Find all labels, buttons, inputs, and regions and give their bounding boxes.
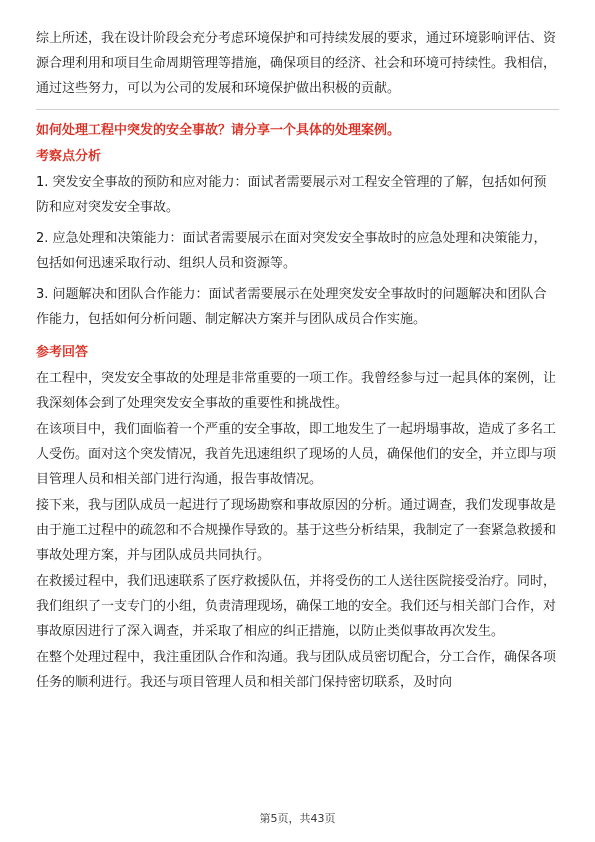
analysis-list	[36, 170, 559, 332]
answer-paragraph: 在工程中，突发安全事故的处理是非常重要的一项工作。我曾经参与过一起具体的案例，让我深刻体会到了处理突发安全事故的重要性和挑战性。	[36, 371, 557, 411]
intro-paragraph: 综上所述，我在设计阶段会充分考虑环境保护和可持续发展的要求，通过环境影响评估、资源合理利用和项目生命周期管理等措施，确保项目的经济、社会和环境可持续性。我相信，通过这些努力，可以为公司的发展和环境保护做出积极的贡献。	[36, 31, 557, 96]
analysis-item: 3. 问题解决和团队合作能力：面试者需要展示在处理突发安全事故时的问题解决和团队合作能力，包括如何分析问题、制定解决方案并与团队成员合作实施。	[36, 287, 547, 327]
analysis-title: 考察点分析	[36, 149, 102, 164]
page-content	[36, 26, 559, 696]
answer-title: 参考回答	[36, 345, 89, 360]
answer-body	[36, 366, 559, 695]
analysis-item: 2. 应急处理和决策能力：面试者需要展示在面对突发安全事故时的应急处理和决策能力，包括如何迅速采取行动、组织人员和资源等。	[36, 231, 547, 271]
answer-paragraph: 接下来，我与团队成员一起进行了现场勘察和事故原因的分析。通过调查，我们发现事故是由于施工过程中的疏忽和不合规操作导致的。基于这些分析结果，我制定了一套紧急救援和事故处理方案，并与团队成员共同执行。	[36, 498, 557, 563]
answer-paragraph: 在该项目中，我们面临着一个严重的安全事故，即工地发生了一起坍塌事故，造成了多名工人受伤。面对这个突发情况，我首先迅速组织了现场的人员，确保他们的安全，并立即与项目管理人员和相关部门进行沟通，报告事故情况。	[36, 422, 557, 487]
section-divider	[36, 109, 559, 110]
answer-paragraph: 在救援过程中，我们迅速联系了医疗救援队伍，并将受伤的工人送往医院接受治疗。同时，我们组织了一支专门的小组，负责清理现场，确保工地的安全。我们还与相关部门合作，对事故原因进行了深入调查，并采取了相应的纠正措施，以防止类似事故再次发生。	[36, 574, 557, 639]
page-number: 第5页，共43页	[259, 812, 336, 825]
question-heading: 如何处理工程中突发的安全事故？请分享一个具体的处理案例。	[36, 123, 401, 138]
answer-paragraph: 在整个处理过程中，我注重团队合作和沟通。我与团队成员密切配合，分工合作，确保各项任务的顺利进行。我还与项目管理人员和相关部门保持密切联系，及时向	[36, 650, 557, 690]
analysis-item: 1. 突发安全事故的预防和应对能力：面试者需要展示对工程安全管理的了解，包括如何预防和应对突发安全事故。	[36, 175, 547, 215]
